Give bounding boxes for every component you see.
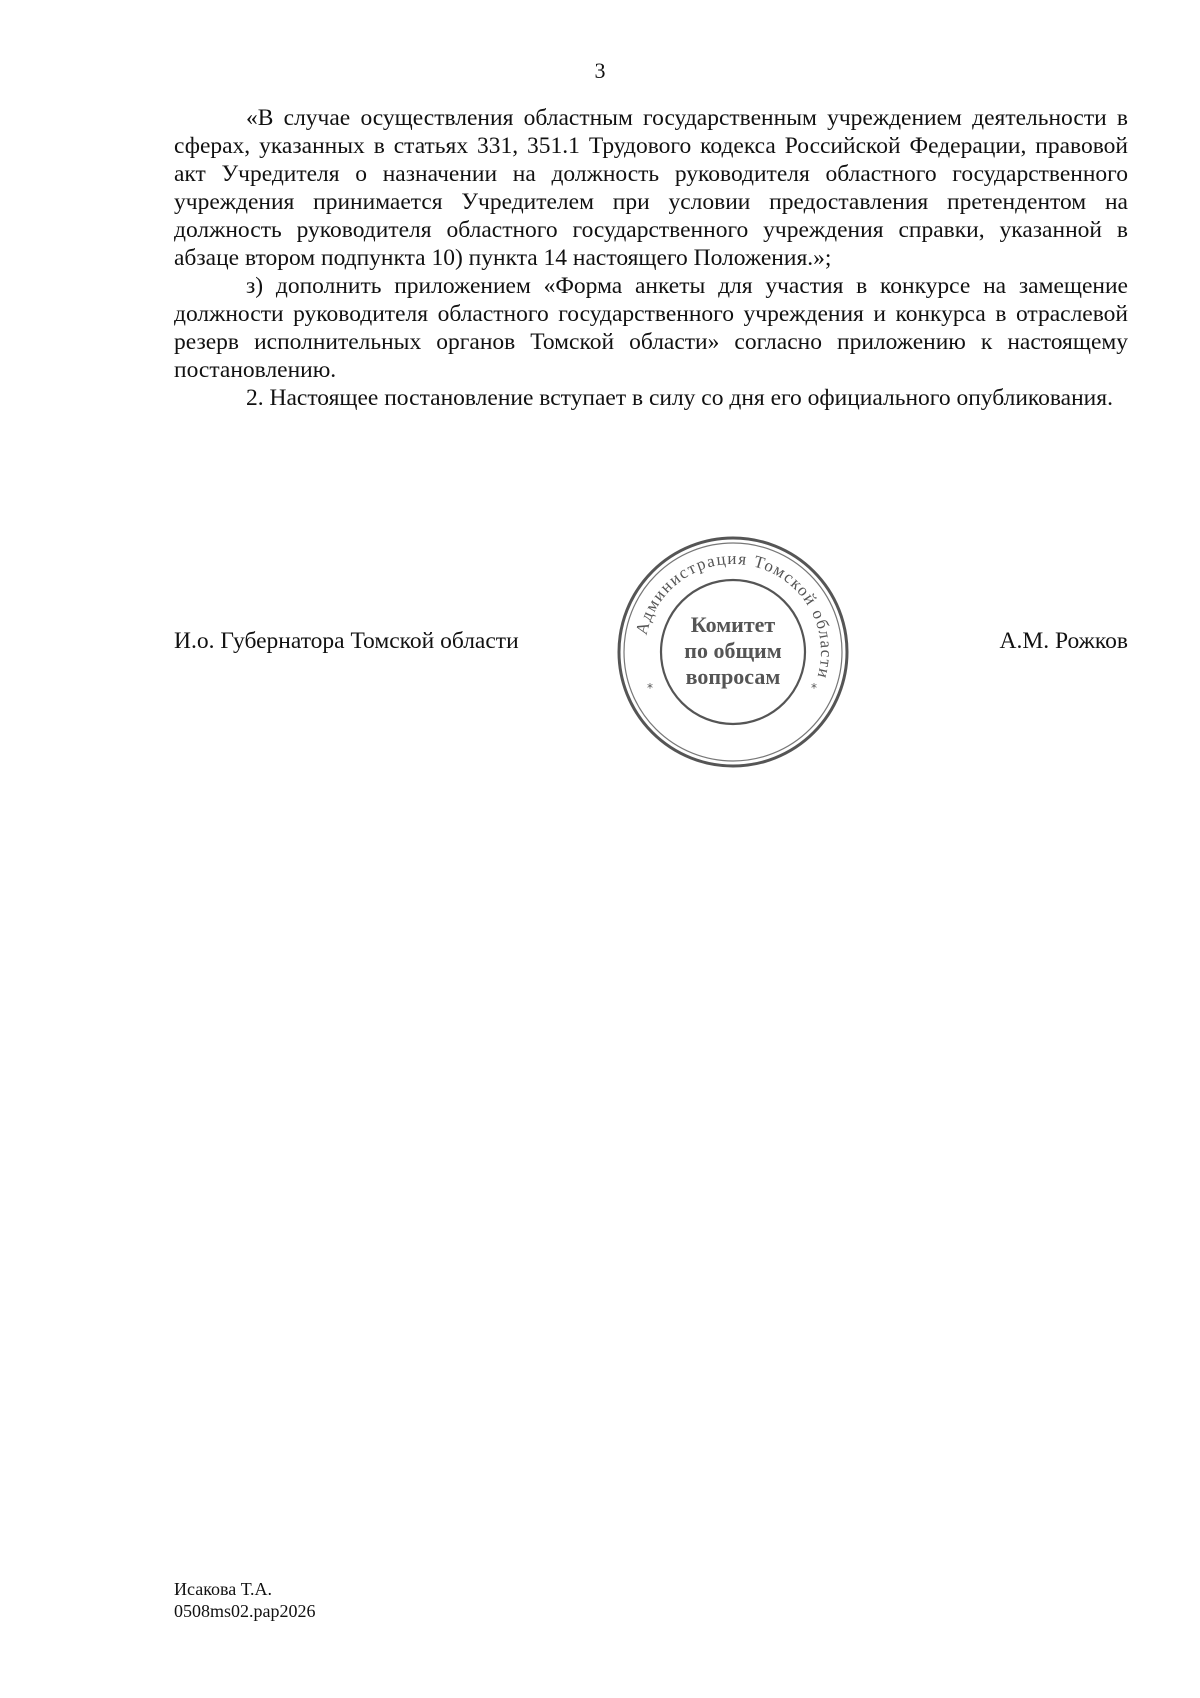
stamp-ring-textpath: Администрация Томской области xyxy=(631,548,837,682)
page-number: 3 xyxy=(594,58,606,83)
signatory-position: И.о. Губернатора Томской области xyxy=(174,628,519,654)
paragraph-quote: «В случае осуществления областным государственным учреждением деятельности в сферах, указанных в статьях 331, 351.1 Трудового кодекса Российской Федерации, правовой акт Учредителя о назначении на должность руководителя областного государственного учреждения принимается Учредителем при условии предоставления претендентом на должность руководителя областного государственного учреждения справки, указанной в абзаце втором подпункта 10) пункта 14 настоящего Положения.»; xyxy=(174,105,1128,271)
stamp-center-line2: по общим xyxy=(684,638,782,663)
official-stamp xyxy=(613,532,853,772)
stamp-center-line1: Комитет xyxy=(690,612,776,637)
file-code: 0508ms02.pap2026 xyxy=(174,1601,316,1621)
paragraph-amendment-z: з) дополнить приложением «Форма анкеты для участия в конкурсе на замещение должности руководителя областного государственного учреждения и конкурса в отраслевой резерв исполнительных органов Томской области» согласно приложению к настоящему постановлению. xyxy=(174,273,1128,383)
executor-name: Исакова Т.А. xyxy=(174,1579,272,1599)
footer xyxy=(174,1578,316,1622)
stamp-star-right: * xyxy=(811,681,817,695)
signatory-name: А.М. Рожков xyxy=(999,628,1128,654)
document-body xyxy=(174,104,1128,412)
stamp-star-left: * xyxy=(647,681,653,695)
paragraph-effective-date: 2. Настоящее постановление вступает в силу со дня его официального опубликования. xyxy=(246,385,1113,411)
stamp-center-line3: вопросам xyxy=(685,664,781,689)
